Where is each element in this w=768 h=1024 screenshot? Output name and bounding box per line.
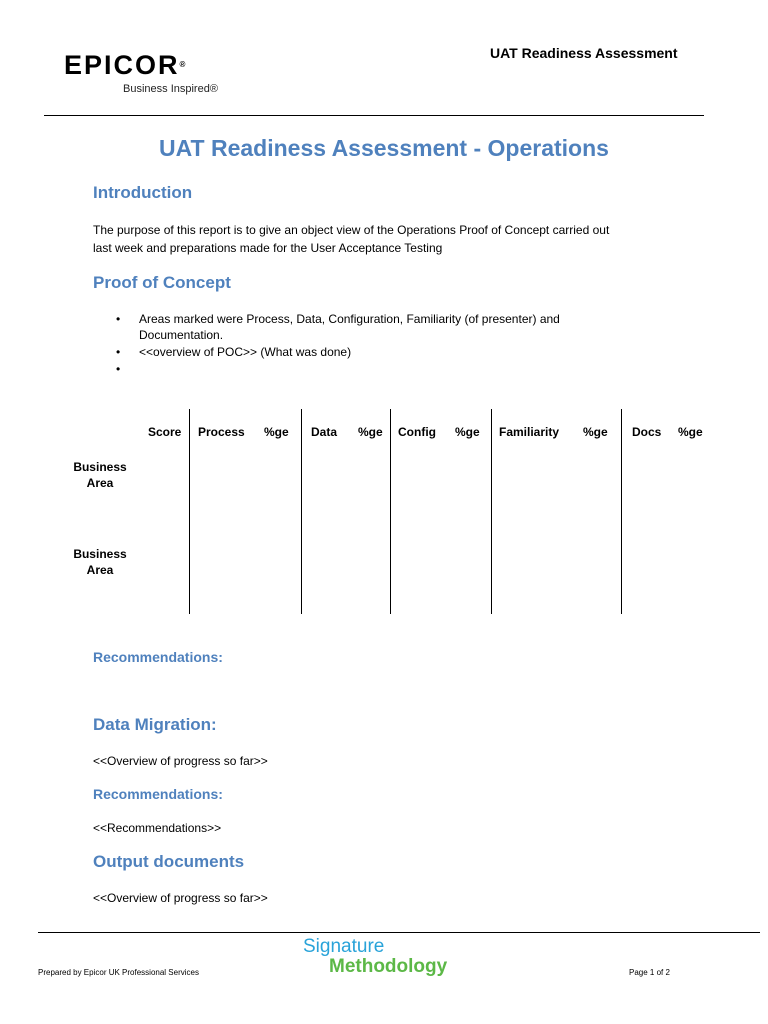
document-title: UAT Readiness Assessment - Operations (159, 135, 609, 161)
introduction-line-2: last week and preparations made for the User Acceptance Testing (93, 241, 443, 255)
logo-tagline: Business Inspired® (123, 83, 218, 95)
poc-bullet-list (116, 311, 639, 377)
list-item (116, 311, 639, 343)
logo-registered-mark: ® (179, 60, 186, 69)
logo-text: EPICOR (64, 50, 180, 80)
proof-of-concept-heading: Proof of Concept (93, 273, 231, 292)
bullet-text: <<overview of POC>> (What was done) (139, 345, 352, 359)
introduction-body (93, 221, 673, 257)
footer-divider (38, 932, 760, 933)
header-divider (44, 115, 704, 116)
list-item (116, 361, 639, 377)
table-column-divider (189, 409, 190, 614)
table-column-divider (390, 409, 391, 614)
footer-page-number: Page 1 of 2 (629, 968, 670, 977)
epicor-logo (64, 50, 185, 80)
row-label-business-area (66, 459, 134, 491)
col-header-config: Config (398, 425, 436, 439)
table-column-divider (491, 409, 492, 614)
col-header-docs-pct: %ge (678, 425, 703, 439)
col-header-familiarity-pct: %ge (583, 425, 608, 439)
col-header-process: Process (198, 425, 245, 439)
table-column-divider (621, 409, 622, 614)
signature-logo-line-1: Signature (303, 936, 385, 957)
header-title: UAT Readiness Assessment (490, 45, 678, 61)
col-header-docs: Docs (632, 425, 662, 439)
bullet-icon: • (116, 345, 121, 359)
col-header-familiarity: Familiarity (499, 425, 560, 439)
row-label-line-2: Area (86, 563, 114, 577)
data-migration-body: <<Overview of progress so far>> (93, 754, 268, 768)
bullet-icon: • (116, 362, 121, 376)
row-label-business-area (66, 546, 134, 578)
output-documents-body: <<Overview of progress so far>> (93, 891, 268, 905)
introduction-heading: Introduction (93, 183, 193, 202)
signature-logo-line-2: Methodology (329, 956, 448, 977)
recommendations-body: <<Recommendations>> (93, 821, 222, 835)
col-header-data: Data (311, 425, 338, 439)
introduction-line-1: The purpose of this report is to give an object view of the Operations Proof of Concept carried out (93, 223, 610, 237)
recommendations-heading: Recommendations: (93, 786, 223, 802)
col-header-data-pct: %ge (358, 425, 383, 439)
bullet-icon: • (116, 312, 121, 326)
row-label-line-2: Area (86, 476, 114, 490)
output-documents-heading: Output documents (93, 852, 245, 871)
col-header-process-pct: %ge (264, 425, 289, 439)
row-label-line-1: Business (73, 547, 127, 561)
col-header-config-pct: %ge (455, 425, 480, 439)
data-migration-heading: Data Migration: (93, 715, 217, 734)
list-item (116, 344, 639, 360)
table-column-divider (301, 409, 302, 614)
bullet-text: Areas marked were Process, Data, Configuration, Familiarity (of presenter) and Documentation. (139, 312, 560, 342)
recommendations-heading: Recommendations: (93, 649, 223, 665)
row-label-line-1: Business (73, 460, 127, 474)
col-header-score: Score (148, 425, 182, 439)
footer-prepared-by: Prepared by Epicor UK Professional Services (38, 968, 199, 977)
